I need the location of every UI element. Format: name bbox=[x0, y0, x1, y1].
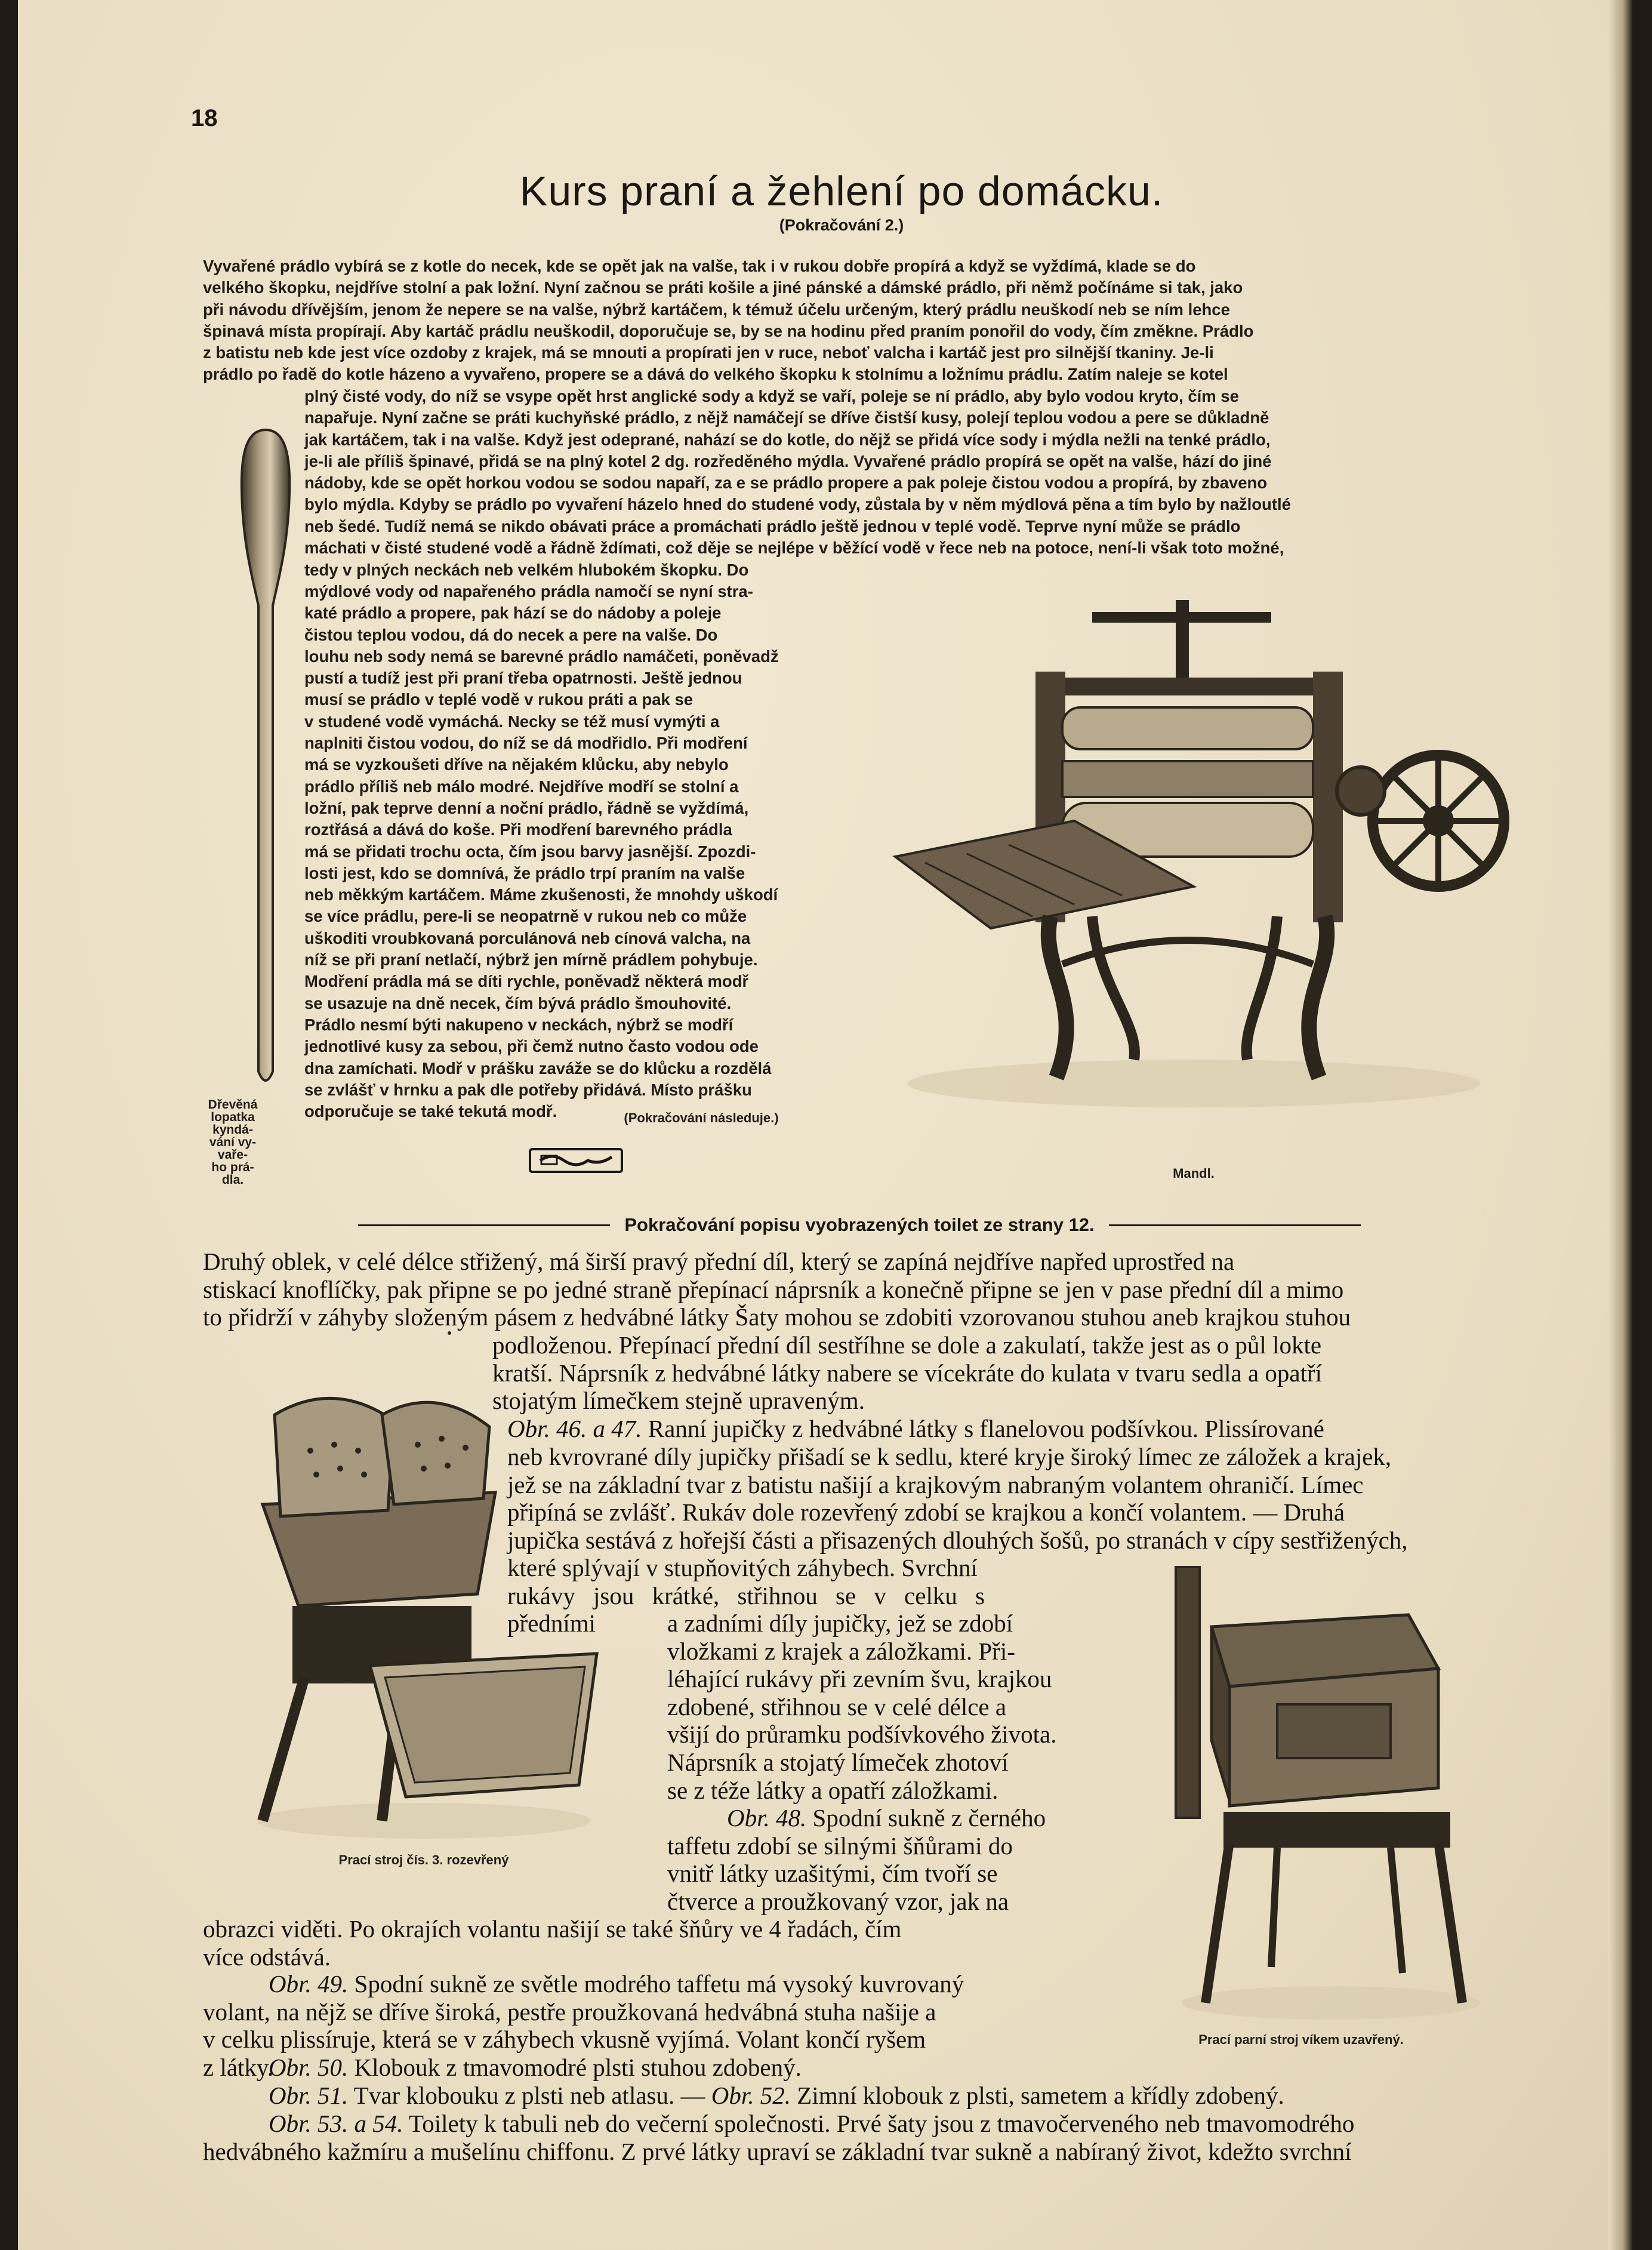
text-line: bylo mýdla. Kdyby se prádlo po vyvaření házelo hned do studené vody, zůstala by v něm mýdlová pěna a tím bylo by nažloutlé bbox=[304, 495, 1291, 514]
text-line: má se přidati trochu octa, čím jsou barvy jasnější. Zpozdi- bbox=[304, 842, 756, 861]
print-speck bbox=[448, 1331, 451, 1335]
caption-line: vaře- bbox=[217, 1148, 248, 1162]
text-line: máchati v čisté studené vodě a řádně ždímati, což děje se nejlépe v běžící vodě v řece neb na potoce, není-li však toto možné, bbox=[304, 538, 1284, 558]
text-line: vložkami z krajek a záložkami. Při- bbox=[667, 1637, 1015, 1665]
figure-reference: Obr. 51. bbox=[269, 2082, 349, 2109]
washing-paragraph bbox=[304, 386, 1521, 559]
text-line: jednotlivé kusy za sebou, při čemž nutno často vodou ode bbox=[304, 1037, 759, 1056]
text-span: Ranní jupičky z hedvábné látky s flanelovou podšívkou. Plissírované bbox=[648, 1415, 1324, 1442]
text-line: prádlo po řadě do kotle házeno a vyvařeno, propere se a dává do velkého škopku k stolnímu a ložnímu prádlu. Zatím naleje se kotel bbox=[203, 365, 1228, 384]
text-line: naplniti čistou vodou, do níž se dá modřidlo. Při modření bbox=[304, 734, 748, 753]
caption-line: Dřevěná bbox=[208, 1098, 258, 1112]
mangle-illustration bbox=[883, 582, 1510, 1113]
text-line: které splývají v stupňovitých záhybech. Svrchní bbox=[507, 1554, 978, 1581]
text-line: níž se při praní netlačí, nýbrž jen mírně prádlem pohybuje. bbox=[304, 950, 758, 969]
figure-reference: Obr. 52. bbox=[711, 2082, 791, 2109]
text-line: se více prádlu, pere-li se neopatrně v rukou neb co může bbox=[304, 907, 747, 926]
page-number: 18 bbox=[191, 105, 218, 131]
text-line: a zadními díly jupičky, jež se zdobí bbox=[667, 1609, 1013, 1637]
text-line: připíná se zvlášť. Rukáv dole rozevřený zdobí se krajkou a končí volantem. — Druhá bbox=[507, 1498, 1345, 1526]
text-line: ložní, pak teprve denní a noční prádlo, řádně se vyždímá, bbox=[304, 798, 749, 817]
figure-reference: Obr. 53. a 54. bbox=[269, 2110, 403, 2137]
caption-line: vání vy- bbox=[209, 1135, 257, 1149]
ornament-icon bbox=[528, 1147, 624, 1174]
text-line: roztřásá a dává do koše. Při modření barevného prádla bbox=[304, 820, 732, 839]
obr-48-paragraph-cont bbox=[203, 1915, 1068, 1971]
text-line: neb šedé. Tudíž nemá se nikdo obávati práce a promáchati prádlo ještě jednou v teplé vodě. Teprve nyní může se prádlo bbox=[304, 516, 1241, 535]
text-line: všijí do průramku podšívkového života. bbox=[667, 1720, 1057, 1749]
text-line: stiskací knoflíčky, pak připne se po jedné straně přepínací náprsník a konečně připne se jen v pase přední díl a mimo bbox=[203, 1275, 1344, 1303]
text-line: neb měkkým kartáčem. Máme zkušenosti, že mnohdy uškodí bbox=[304, 885, 778, 904]
text-line bbox=[507, 1415, 1521, 1443]
text-line: čistou teplou vodou, dá do necek a pere na valše. Do bbox=[304, 625, 718, 644]
second-dress-paragraph-cont bbox=[492, 1331, 1521, 1415]
text-line: pustí a tudíž jest při praní třeba opatrnosti. Ještě jednou bbox=[304, 669, 742, 688]
text-line: musí se prádlo v teplé vodě v rukou práti a pak se bbox=[304, 690, 694, 709]
intro-paragraph bbox=[203, 256, 1521, 386]
text-line: se zvlášť v hrnku a pak dle potřeby přidává. Místo prášku bbox=[304, 1080, 752, 1099]
text-line bbox=[203, 1970, 1068, 1998]
text-line: jež se na základní tvar z batistu našijí a krajkovým nabraným volantem ohraničí. Límec bbox=[507, 1470, 1364, 1498]
article-title: Kurs praní a žehlení po domácku. bbox=[519, 168, 1164, 214]
magazine-page bbox=[18, 0, 1632, 2250]
text-line: hedvábného kažmíru a mušelínu chiffonu. Z prvé látky upraví se základní tvar sukně a nabíraný život, kdežto svrchní bbox=[203, 2137, 1352, 2165]
text-line: tedy v plných neckách neb velkém hlubokém škopku. Do bbox=[304, 561, 749, 579]
rule-left bbox=[358, 1224, 610, 1226]
obr-48-paragraph bbox=[667, 1804, 1068, 1915]
text-line: podloženou. Přepínací přední díl sestříhne se dole a zakulatí, takže jest as o půl lokte bbox=[492, 1331, 1322, 1359]
text-line: plný čisté vody, do níž se vsype opět hrst anglické sody a když se vaří, poleje se ní prádlo, aby bylo vodou kryto, čím se bbox=[304, 387, 1239, 405]
wooden-paddle-illustration bbox=[236, 427, 295, 1095]
text-line: jupička sestává z hořejší části a přisazených dlouhých šošů, po stranách v cípy sestřižených, bbox=[507, 1526, 1408, 1554]
text-line: rukávy jsou krátké, střihnou se v celku s předními bbox=[507, 1581, 985, 1638]
text-line: odporučuje se také tekutá modř. bbox=[304, 1102, 557, 1121]
text-line: více odstává. bbox=[203, 1943, 331, 1971]
text-line: je-li ale příliš špinavé, přidá se na plný kotel 2 dg. rozředěného mýdla. Vyvařené prádlo propírá se opět na valše, hází do jiné bbox=[304, 451, 1272, 470]
article-subtitle: (Pokračování 2.) bbox=[779, 216, 904, 234]
bluing-column bbox=[304, 581, 850, 1122]
text-line: se z téže látky a opatří záložkami. bbox=[667, 1776, 998, 1804]
text-line: velkého škopku, nejdříve stolní a pak ložní. Nyní začnou se práti košile a jiné pánské a dámské prádlo, při němž počínáme si tak, jako bbox=[203, 278, 1243, 297]
page-edge-shadow bbox=[1608, 0, 1632, 2250]
continued-note: (Pokračování následuje.) bbox=[624, 1110, 779, 1125]
text-line: stojatým límečkem stejně upraveným. bbox=[492, 1387, 865, 1415]
steam-washing-machine-illustration bbox=[1152, 1561, 1486, 2027]
figure-reference: Obr. 50. bbox=[269, 2054, 349, 2081]
text-line: má se vyzkoušeti dříve na nějakém klůcku, aby nebylo bbox=[304, 755, 729, 774]
machine3-caption: Prací stroj čís. 3. rozevřený bbox=[338, 1852, 509, 1867]
washing-machine-open-illustration bbox=[245, 1379, 615, 1845]
text-line: nádoby, kde se opět horkou vodou se sodou napaří, za e se prádlo propere a pak poleje čistou vodou a propírá, by zbaveno bbox=[304, 473, 1268, 493]
text-line: Modření prádla má se díti rychle, poněvadž některá modř bbox=[304, 972, 749, 991]
text-line: při návodu dřívějším, jenom že nepere se na valše, nýbrž kartáčem, k témuž účelu určeným, který prádlu neuškodí neb se ním lehce bbox=[203, 300, 1230, 319]
rule-right bbox=[1109, 1224, 1361, 1226]
text-span: Toilety k tabuli neb do večerní společnosti. Prvé šaty jsou z tmavočerveného neb tmavomodrého bbox=[409, 2110, 1355, 2137]
text-line: se usazuje na dně necek, čím bývá prádlo šmouhovité. bbox=[304, 993, 732, 1012]
paddle-caption bbox=[197, 1098, 269, 1186]
text-line: čtverce a proužkovaný vzor, jak na bbox=[667, 1887, 1009, 1915]
text-line: dna zamíchati. Modř v prášku zaváže se do klůcku a rozdělá bbox=[304, 1058, 772, 1078]
text-line: jak kartáčem, tak i na valše. Když jest odeprané, nahází se do kotle, do nějž se přidá více sody i mýdla nežli na tenké prádlo, bbox=[304, 430, 1271, 449]
text-line: v celku plissíruje, která se v záhybech vkusně vyjímá. Volant končí ryšem bbox=[203, 2026, 926, 2054]
text-line: napařuje. Nyní začne se práti kuchyňské prádlo, z nějž namáčejí se dříve čistší kusy, polejí teplou vodou a pere se důkladně bbox=[304, 408, 1269, 427]
text-span: Klobouk z tmavomodré plsti stuhou zdobený. bbox=[354, 2054, 802, 2081]
text-line bbox=[203, 2110, 1521, 2138]
text-span: Spodní sukně z černého bbox=[812, 1804, 1046, 1832]
text-line: taffetu zdobí se silnými šňůrami do bbox=[667, 1832, 1013, 1860]
text-line: kratší. Náprsník z hedvábné látky nabere se vícekráte do kulata v tvaru sedla a opatří bbox=[492, 1359, 1323, 1387]
mangle-caption: Mandl. bbox=[1173, 1166, 1215, 1181]
text-span: Tvar klobouku z plsti neb atlasu. — bbox=[353, 2082, 705, 2109]
narrow-text-b bbox=[667, 1609, 1068, 1804]
text-span: Zimní klobouk z plsti, sametem a křídly zdobený. bbox=[797, 2082, 1284, 2109]
caption-line: kyndá- bbox=[212, 1123, 253, 1137]
text-line: to přidrží v záhyby složeným pásem z hedvábné látky Šaty mohou se zdobiti vzorovanou stuhou aneb krajkou stuhou bbox=[203, 1303, 1351, 1331]
figure-reference: Obr. 46. a 47. bbox=[507, 1415, 642, 1442]
text-line: z batistu neb kde jest více ozdoby z krajek, má se mnouti a propírati jen v ruce, neboť valcha i kartáč jest pro silnější tkaniny. Je-li bbox=[203, 343, 1214, 362]
caption-line: ho prá- bbox=[211, 1161, 254, 1174]
second-dress-paragraph bbox=[203, 1248, 1521, 1331]
text-line: zdobené, střihnou se v celé délce a bbox=[667, 1692, 1007, 1720]
section-heading bbox=[358, 1212, 1361, 1238]
figure-reference: Obr. 48. bbox=[727, 1804, 807, 1832]
text-line: obrazci viděti. Po okrajích volantu našijí se také šňůry ve 4 řadách, čím bbox=[203, 1915, 902, 1943]
obr-51-line bbox=[269, 2082, 1521, 2110]
text-line: z látky. bbox=[203, 2053, 274, 2081]
text-line: neb kvrovrané díly jupičky přišadí se k sedlu, které kryje široký límec ze záložek a krajek, bbox=[507, 1443, 1392, 1470]
obr-46-paragraph bbox=[507, 1415, 1521, 1443]
text-line: Prádlo nesmí býti nakupeno v neckách, nýbrž se modří bbox=[304, 1015, 733, 1034]
text-line: vnitř látky uzašitými, čím tvoří se bbox=[667, 1860, 998, 1888]
figure-reference: Obr. 49. bbox=[269, 1970, 349, 1997]
text-line: volant, na nějž se dříve široká, pestře proužkovaná hedvábná stuha našije a bbox=[203, 1997, 936, 2026]
text-line: špinavá místa propírají. Aby kartáč prádlu neuškodil, doporučuje se, by se na hodinu před praním ponořil do vody, čím změkne. Prádlo bbox=[203, 321, 1254, 340]
obr-46-paragraph-cont bbox=[507, 1443, 1521, 1554]
text-line: mýdlové vody od napařeného prádla namočí se nyní stra- bbox=[304, 582, 753, 601]
obr-50-line bbox=[269, 2054, 1223, 2082]
text-line: louhu neb sody nemá se barevné prádlo namáčeti, poněvadž bbox=[304, 647, 779, 666]
text-line: katé prádlo a propere, pak hází se do nádoby a poleje bbox=[304, 604, 722, 623]
text-line: Vyvařené prádlo vybírá se z kotle do necek, kde se opět jak na valše, tak i v rukou dobře propírá a když se vyždímá, klade se do bbox=[203, 257, 1196, 275]
caption-line: lopatka bbox=[211, 1110, 255, 1124]
text-span: Spodní sukně ze světle modrého taffetu má vysoký kuvrovaný bbox=[354, 1970, 964, 1997]
caption-line: dla. bbox=[221, 1173, 244, 1187]
text-line: losti jest, kdo se domnívá, že prádlo trpí praním na valše bbox=[304, 863, 745, 882]
obr-53-paragraph bbox=[203, 2110, 1521, 2165]
text-line: uškoditi vroubkovaná porculánová neb cínová valcha, na bbox=[304, 928, 751, 947]
steam-caption: Prací parní stroj víkem uzavřený. bbox=[1198, 2032, 1404, 2047]
text-line: Druhý oblek, v celé délce střižený, má širší pravý přední díl, který se zapíná nejdříve napřed uprostřed na bbox=[203, 1248, 1235, 1275]
text-line: Náprsník a stojatý límeček zhotoví bbox=[667, 1748, 1009, 1776]
text-line: léhající rukávy při zevním švu, krajkou bbox=[667, 1665, 1052, 1693]
section-heading-text: Pokračování popisu vyobrazených toilet ze strany 12. bbox=[624, 1214, 1095, 1235]
text-line bbox=[667, 1804, 1068, 1832]
text-line: prádlo příliš neb málo modré. Nejdříve modří se stolní a bbox=[304, 777, 739, 796]
text-line: v studené vodě vymáchá. Necky se též musí vymýti a bbox=[304, 712, 720, 731]
